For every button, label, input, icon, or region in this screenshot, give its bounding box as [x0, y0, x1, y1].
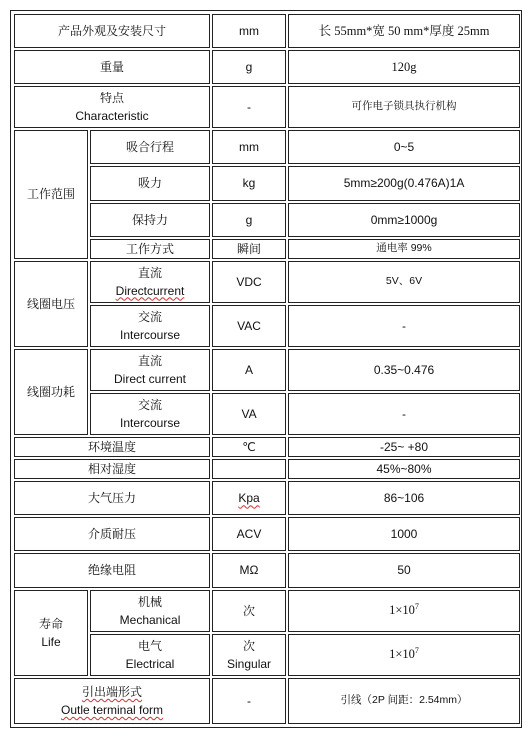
value-voltage-ac: - [288, 305, 520, 347]
value-power-ac: - [288, 393, 520, 435]
label-power-ac-zh: 交流 [138, 398, 163, 413]
row-force [14, 166, 520, 200]
row-life-mechanical [14, 590, 520, 632]
unit-holding: g [212, 203, 286, 237]
label-terminal [14, 678, 210, 724]
label-voltage-dc [90, 261, 210, 303]
value-ambient-temp: -25~ +80 [288, 437, 520, 457]
value-power-dc: 0.35~0.476 [288, 349, 520, 391]
label-terminal-en: Outle terminal form [60, 702, 164, 717]
spec-table [12, 12, 522, 726]
group-coil-power: 线圈功耗 [14, 349, 88, 435]
unit-ambient-temp: ℃ [212, 437, 286, 457]
unit-voltage-dc: VDC [212, 261, 286, 303]
unit-life-electrical [212, 634, 286, 676]
unit-dielectric: ACV [212, 517, 286, 551]
label-dielectric: 介质耐压 [14, 517, 210, 551]
row-ambient-temp [14, 437, 520, 457]
unit-dimensions: mm [212, 14, 286, 48]
unit-power-ac: VA [212, 393, 286, 435]
label-life-mechanical [90, 590, 210, 632]
label-pressure: 大气压力 [14, 481, 210, 515]
value-characteristic: 可作电子锁具执行机构 [288, 86, 520, 128]
group-life [14, 590, 88, 676]
label-life-mechanical-en: Mechanical [119, 612, 181, 627]
value-pressure: 86~106 [288, 481, 520, 515]
row-holding [14, 203, 520, 237]
label-dimensions: 产品外观及安装尺寸 [14, 14, 210, 48]
unit-life-mechanical: 次 [212, 590, 286, 632]
label-holding: 保持力 [90, 203, 210, 237]
value-life-electrical-exp: 7 [414, 646, 419, 656]
unit-power-dc: A [212, 349, 286, 391]
label-life-electrical [90, 634, 210, 676]
label-power-dc-zh: 直流 [138, 353, 163, 368]
unit-life-electrical-en: Singular [227, 656, 272, 671]
row-insulation [14, 553, 520, 587]
unit-characteristic: - [212, 86, 286, 128]
label-stroke: 吸合行程 [90, 130, 210, 164]
label-characteristic-zh: 特点 [100, 91, 125, 106]
unit-force: kg [212, 166, 286, 200]
label-power-ac [90, 393, 210, 435]
row-life-electrical [14, 634, 520, 676]
label-terminal-zh: 引出端形式 [82, 684, 143, 699]
value-voltage-dc: 5V、6V [288, 261, 520, 303]
unit-terminal: - [212, 678, 286, 724]
value-dielectric: 1000 [288, 517, 520, 551]
row-dielectric [14, 517, 520, 551]
row-dimensions [14, 14, 520, 48]
label-life-electrical-en: Electrical [125, 656, 175, 671]
label-voltage-ac-zh: 交流 [138, 309, 163, 324]
row-humidity [14, 459, 520, 479]
unit-stroke: mm [212, 130, 286, 164]
unit-mode: 瞬间 [212, 239, 286, 259]
row-weight [14, 50, 520, 84]
label-characteristic [14, 86, 210, 128]
label-power-dc [90, 349, 210, 391]
label-voltage-ac [90, 305, 210, 347]
label-voltage-ac-en: Intercourse [119, 327, 181, 342]
value-stroke: 0~5 [288, 130, 520, 164]
unit-pressure: Kpa [212, 481, 286, 515]
value-humidity: 45%~80% [288, 459, 520, 479]
value-force: 5mm≥200g(0.476A)1A [288, 166, 520, 200]
row-voltage-ac [14, 305, 520, 347]
row-characteristic [14, 86, 520, 128]
row-mode [14, 239, 520, 259]
value-life-mechanical-base: 1×10 [389, 603, 415, 618]
value-mode: 通电率 99% [288, 239, 520, 259]
value-dimensions: 长 55mm*宽 50 mm*厚度 25mm [288, 14, 520, 48]
value-life-mechanical [288, 590, 520, 632]
unit-humidity [212, 459, 286, 479]
value-holding: 0mm≥1000g [288, 203, 520, 237]
group-life-zh: 寿命 [38, 616, 63, 631]
value-life-electrical [288, 634, 520, 676]
label-power-dc-en: Direct current [113, 371, 187, 386]
unit-insulation: MΩ [212, 553, 286, 587]
row-voltage-dc [14, 261, 520, 303]
label-ambient-temp: 环境温度 [14, 437, 210, 457]
row-pressure [14, 481, 520, 515]
value-weight: 120g [288, 50, 520, 84]
row-terminal [14, 678, 520, 724]
group-working-range: 工作范围 [14, 130, 88, 258]
row-power-dc [14, 349, 520, 391]
unit-life-electrical-zh: 次 [243, 638, 256, 653]
label-insulation: 绝缘电阻 [14, 553, 210, 587]
label-humidity: 相对湿度 [14, 459, 210, 479]
row-power-ac [14, 393, 520, 435]
label-mode: 工作方式 [90, 239, 210, 259]
value-terminal: 引线（2P 间距：2.54mm） [288, 678, 520, 724]
unit-voltage-ac: VAC [212, 305, 286, 347]
group-life-en: Life [41, 634, 61, 649]
row-stroke [14, 130, 520, 164]
label-weight: 重量 [14, 50, 210, 84]
label-life-electrical-zh: 电气 [138, 638, 163, 653]
label-life-mechanical-zh: 机械 [138, 594, 163, 609]
label-force: 吸力 [90, 166, 210, 200]
spec-sheet [10, 10, 522, 728]
group-coil-voltage: 线圈电压 [14, 261, 88, 347]
value-insulation: 50 [288, 553, 520, 587]
unit-weight: g [212, 50, 286, 84]
label-voltage-dc-en: Directcurrent [115, 283, 185, 298]
value-life-mechanical-exp: 7 [414, 602, 419, 612]
label-voltage-dc-zh: 直流 [138, 265, 163, 280]
value-life-electrical-base: 1×10 [389, 647, 415, 662]
label-power-ac-en: Intercourse [119, 416, 181, 431]
label-characteristic-en: Characteristic [75, 109, 149, 124]
